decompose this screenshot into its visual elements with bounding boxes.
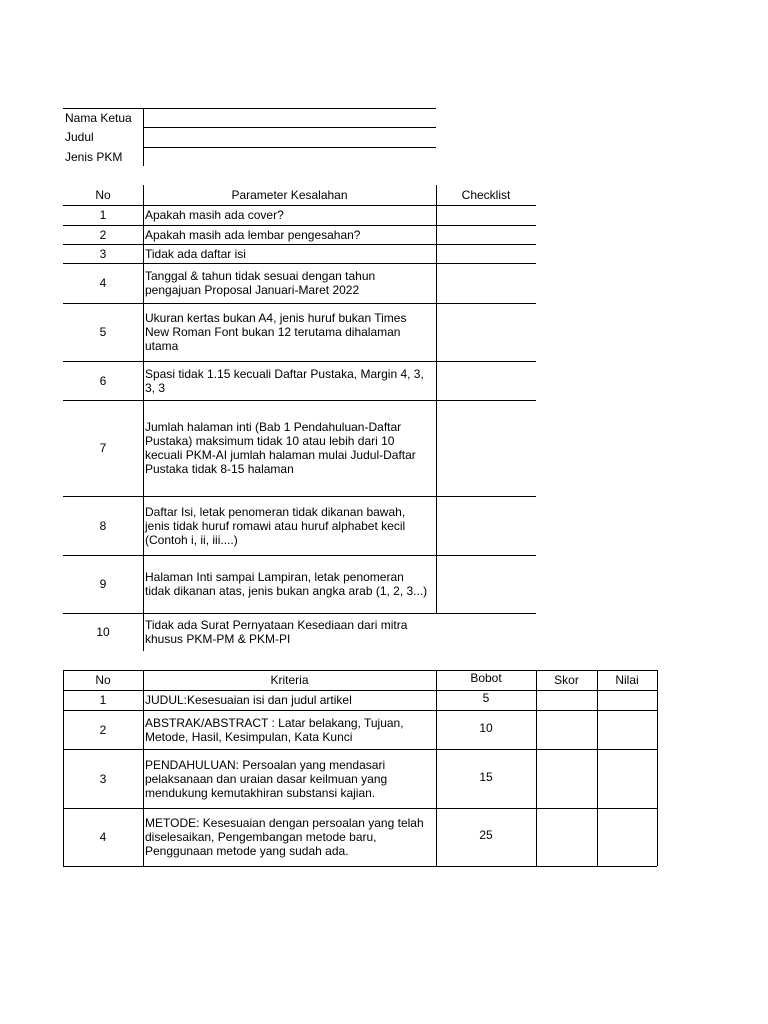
checklist-check-cell-7[interactable] (438, 401, 534, 495)
criteria-header-kriteria (143, 670, 436, 690)
criteria-row-text-3 (145, 749, 432, 808)
checklist-header-no-text: No (95, 188, 111, 202)
criteria-row-text-1 (145, 690, 432, 710)
checklist-row-text-7-text: Jumlah halaman inti (Bab 1 Pendahuluan-Daftar Pustaka) maksimum tidak 10 atau lebih dari 10 kecuali PKM-AI jumlah halaman mulai Judul-Daftar Pustaka tidak 8-15 halaman (145, 420, 416, 476)
checklist-row-text-3 (145, 244, 432, 263)
checklist-row-no-9-text: 9 (99, 577, 107, 591)
checklist-row-no-2-text: 2 (99, 227, 107, 242)
checklist-row-text-6-text: Spasi tidak 1.15 kecuali Daftar Pustaka, Margin 4, 3, 3, 3 (145, 366, 424, 395)
checklist-row-no-1-text: 1 (99, 208, 107, 222)
grid-line (143, 185, 144, 651)
checklist-row-no-10 (63, 613, 143, 651)
checklist-row-text-4-text: Tanggal & tahun tidak sesuai dengan tahun pengajuan Proposal Januari-Maret 2022 (145, 269, 376, 297)
checklist-row-no-4-text: 4 (99, 276, 107, 290)
checklist-row-no-5 (63, 303, 143, 361)
grid-line (436, 185, 437, 613)
header-label-1-text: Judul (65, 130, 94, 144)
checklist-check-cell-2[interactable] (438, 226, 534, 243)
criteria-row-bobot-1 (436, 688, 536, 708)
checklist-header-param-text: Parameter Kesalahan (231, 188, 348, 202)
grid-line (143, 670, 144, 866)
grid-line (143, 108, 144, 166)
criteria-header-nilai-text: Nilai (615, 673, 639, 687)
checklist-row-text-9-text: Halaman Inti sampai Lampiran, letak penomeran tidak dikanan atas, jenis bukan angka arab (1, 2, 3...) (145, 570, 428, 598)
header-value-field-2[interactable] (145, 148, 433, 165)
criteria-skor-cell-3[interactable] (538, 750, 595, 807)
checklist-check-cell-6[interactable] (438, 362, 534, 399)
criteria-row-bobot-2-text: 10 (479, 720, 493, 735)
criteria-header-skor (536, 670, 597, 690)
checklist-row-text-8-text: Daftar Isi, letak penomeran tidak dikanan bawah, jenis tidak huruf romawi atau huruf alphabet kecil (Contoh i, ii, iii....) (145, 504, 406, 547)
criteria-header-nilai (597, 670, 657, 690)
criteria-nilai-cell-4[interactable] (599, 809, 655, 865)
criteria-row-bobot-3-text: 15 (479, 769, 493, 784)
checklist-header-check (436, 185, 536, 205)
criteria-row-text-2 (145, 710, 432, 749)
checklist-header-check-text: Checklist (461, 188, 511, 202)
criteria-skor-cell-1[interactable] (538, 691, 595, 709)
checklist-row-text-2-text: Apakah masih ada lembar pengesahan? (145, 227, 361, 242)
checklist-row-no-6 (63, 361, 143, 400)
checklist-header-no (63, 185, 143, 205)
criteria-row-no-4 (63, 808, 143, 866)
criteria-row-text-4 (145, 808, 432, 866)
criteria-row-bobot-2 (436, 708, 536, 747)
checklist-row-text-10-text: Tidak ada Surat Pernyataan Kesediaan dari mitra khusus PKM-PM & PKM-PI (145, 618, 408, 646)
checklist-row-text-10 (145, 613, 432, 651)
header-label-2-text: Jenis PKM (65, 149, 123, 164)
checklist-check-cell-3[interactable] (438, 245, 534, 262)
checklist-row-no-2 (63, 225, 143, 244)
checklist-check-cell-5[interactable] (438, 304, 534, 360)
criteria-header-skor-text: Skor (554, 673, 579, 687)
criteria-header-bobot-text: Bobot (470, 671, 502, 685)
checklist-row-no-7-text: 7 (99, 441, 107, 455)
criteria-row-no-1-text: 1 (99, 693, 107, 707)
criteria-header-bobot (436, 668, 536, 688)
criteria-row-text-3-text: PENDAHULUAN: Persoalan yang mendasari pelaksanaan dan uraian dasar keilmuan yang mendukung kemutakhiran substansi kajian. (145, 757, 388, 800)
checklist-row-no-9 (63, 555, 143, 613)
header-label-2 (65, 147, 141, 166)
criteria-skor-cell-4[interactable] (538, 809, 595, 865)
checklist-row-text-4 (145, 263, 432, 303)
checklist-row-no-8-text: 8 (99, 518, 107, 533)
checklist-row-no-7 (63, 400, 143, 496)
checklist-row-text-1-text: Apakah masih ada cover? (145, 208, 284, 222)
header-label-0 (65, 108, 141, 127)
checklist-row-no-1 (63, 205, 143, 225)
grid-line (536, 670, 537, 866)
criteria-row-text-2-text: ABSTRAK/ABSTRACT : Latar belakang, Tujuan, Metode, Hasil, Kesimpulan, Kata Kunci (145, 715, 404, 744)
checklist-row-text-2 (145, 225, 432, 244)
checklist-header-param (143, 185, 436, 205)
criteria-skor-cell-2[interactable] (538, 711, 595, 748)
criteria-row-no-4-text: 4 (99, 830, 107, 844)
criteria-row-no-3-text: 3 (99, 771, 107, 786)
checklist-row-text-7 (145, 400, 432, 496)
criteria-row-text-1-text: JUDUL:Kesesuaian isi dan judul artikel (145, 693, 352, 707)
checklist-row-text-9 (145, 555, 432, 613)
criteria-header-no-text: No (95, 673, 111, 687)
checklist-row-no-4 (63, 263, 143, 303)
checklist-row-no-8 (63, 496, 143, 555)
criteria-row-bobot-1-text: 5 (482, 691, 490, 705)
criteria-row-bobot-4 (436, 806, 536, 864)
criteria-row-no-2-text: 2 (99, 722, 107, 737)
criteria-row-bobot-3 (436, 747, 536, 806)
checklist-row-text-8 (145, 496, 432, 555)
criteria-nilai-cell-1[interactable] (599, 691, 655, 709)
checklist-check-cell-10[interactable] (438, 614, 534, 650)
grid-line (63, 866, 657, 867)
checklist-row-text-3-text: Tidak ada daftar isi (145, 246, 246, 261)
grid-line (597, 670, 598, 866)
criteria-header-kriteria-text: Kriteria (270, 673, 309, 687)
header-label-0-text: Nama Ketua (65, 110, 132, 125)
checklist-row-no-6-text: 6 (99, 373, 107, 388)
criteria-row-bobot-4-text: 25 (479, 828, 493, 842)
checklist-row-no-5-text: 5 (99, 325, 107, 339)
header-label-1 (65, 127, 141, 147)
criteria-header-no (63, 670, 143, 690)
checklist-check-cell-4[interactable] (438, 264, 534, 302)
checklist-check-cell-9[interactable] (438, 556, 534, 612)
checklist-row-text-5 (145, 303, 432, 361)
checklist-check-cell-1[interactable] (438, 206, 534, 224)
checklist-row-text-5-text: Ukuran kertas bukan A4, jenis huruf bukan Times New Roman Font bukan 12 terutama dihalaman utama (145, 311, 407, 353)
criteria-row-text-4-text: METODE: Kesesuaian dengan persoalan yang telah diselesaikan, Pengembangan metode baru, Penggunaan metode yang sudah ada. (145, 816, 424, 858)
checklist-check-cell-8[interactable] (438, 497, 534, 554)
criteria-nilai-cell-3[interactable] (599, 750, 655, 807)
header-value-field-1[interactable] (145, 128, 433, 146)
grid-line (657, 670, 658, 866)
checklist-row-no-3-text: 3 (99, 246, 107, 261)
criteria-row-no-2 (63, 710, 143, 749)
checklist-row-text-1 (145, 205, 432, 225)
checklist-row-text-6 (145, 361, 432, 400)
criteria-nilai-cell-2[interactable] (599, 711, 655, 748)
criteria-row-no-3 (63, 749, 143, 808)
checklist-row-no-3 (63, 244, 143, 263)
header-value-field-0[interactable] (145, 109, 433, 126)
criteria-row-no-1 (63, 690, 143, 710)
checklist-row-no-10-text: 10 (96, 625, 110, 639)
